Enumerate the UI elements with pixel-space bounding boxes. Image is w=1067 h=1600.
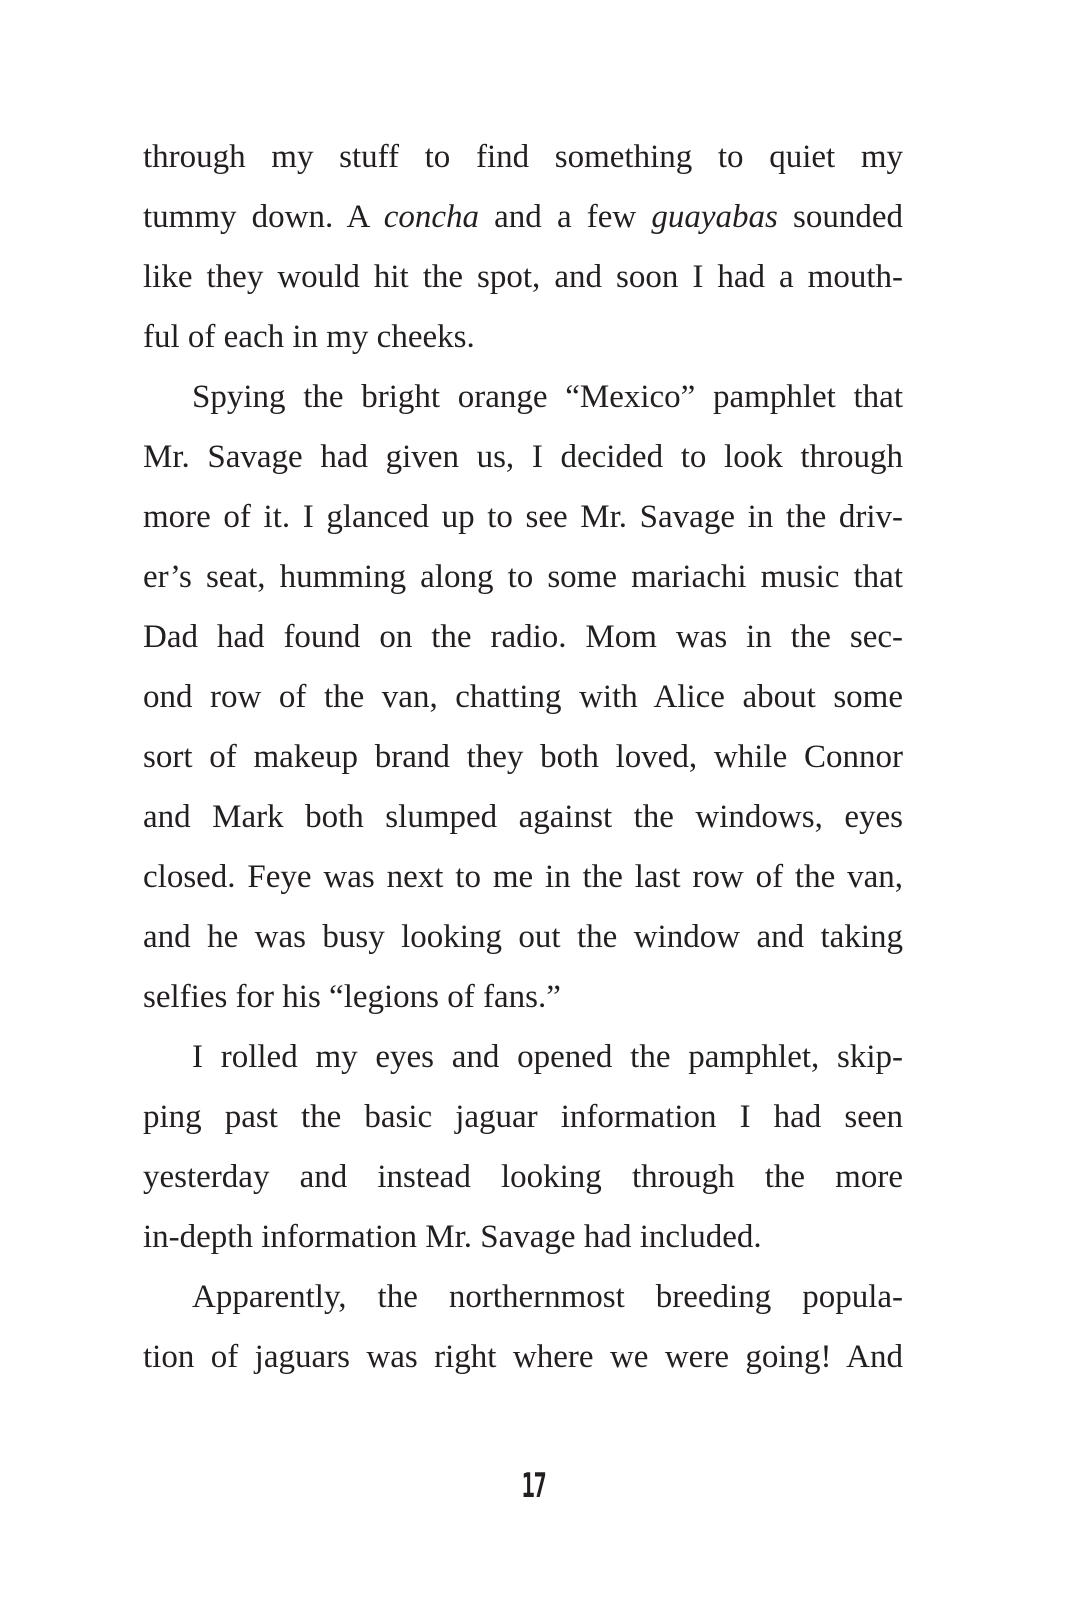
- text-line: selfies for his “legions of fans.”: [143, 979, 561, 1015]
- text-line: like they would hit the spot, and soon I had a mouth-: [143, 259, 903, 295]
- body-text: [143, 127, 903, 1387]
- text-line: ful of each in my cheeks.: [143, 319, 475, 355]
- text-line: through my stuff to find something to quiet my: [143, 139, 903, 175]
- text-line: er’s seat, humming along to some mariachi music that: [143, 559, 903, 595]
- text-line: Spying the bright orange “Mexico” pamphlet that: [192, 379, 903, 415]
- text-line: Mr. Savage had given us, I decided to look through: [143, 439, 903, 475]
- text-line: tion of jaguars was right where we were going! And: [143, 1339, 903, 1375]
- text-line: and Mark both slumped against the windows, eyes: [143, 799, 903, 835]
- text-line: in-depth information Mr. Savage had included.: [143, 1219, 762, 1255]
- text-line: yesterday and instead looking through the more: [143, 1159, 903, 1195]
- italic-term: concha: [383, 199, 480, 235]
- text-line: Apparently, the northernmost breeding popula-: [192, 1279, 903, 1315]
- text-line: I rolled my eyes and opened the pamphlet, skip-: [192, 1039, 903, 1075]
- text-line: sort of makeup brand they both loved, while Connor: [143, 739, 903, 775]
- page-number: 17: [521, 1466, 546, 1506]
- text-line: ping past the basic jaguar information I had seen: [143, 1099, 903, 1135]
- italic-term: guayabas: [651, 199, 778, 235]
- text-line: and he was busy looking out the window and taking: [143, 919, 903, 955]
- text-line: Dad had found on the radio. Mom was in the sec-: [143, 619, 903, 655]
- text-line: closed. Feye was next to me in the last row of the van,: [143, 859, 903, 895]
- text-line: tummy down. A concha and a few guayabas sounded: [143, 199, 903, 235]
- text-line: more of it. I glanced up to see Mr. Savage in the driv-: [143, 499, 903, 535]
- text-line: ond row of the van, chatting with Alice about some: [143, 679, 903, 715]
